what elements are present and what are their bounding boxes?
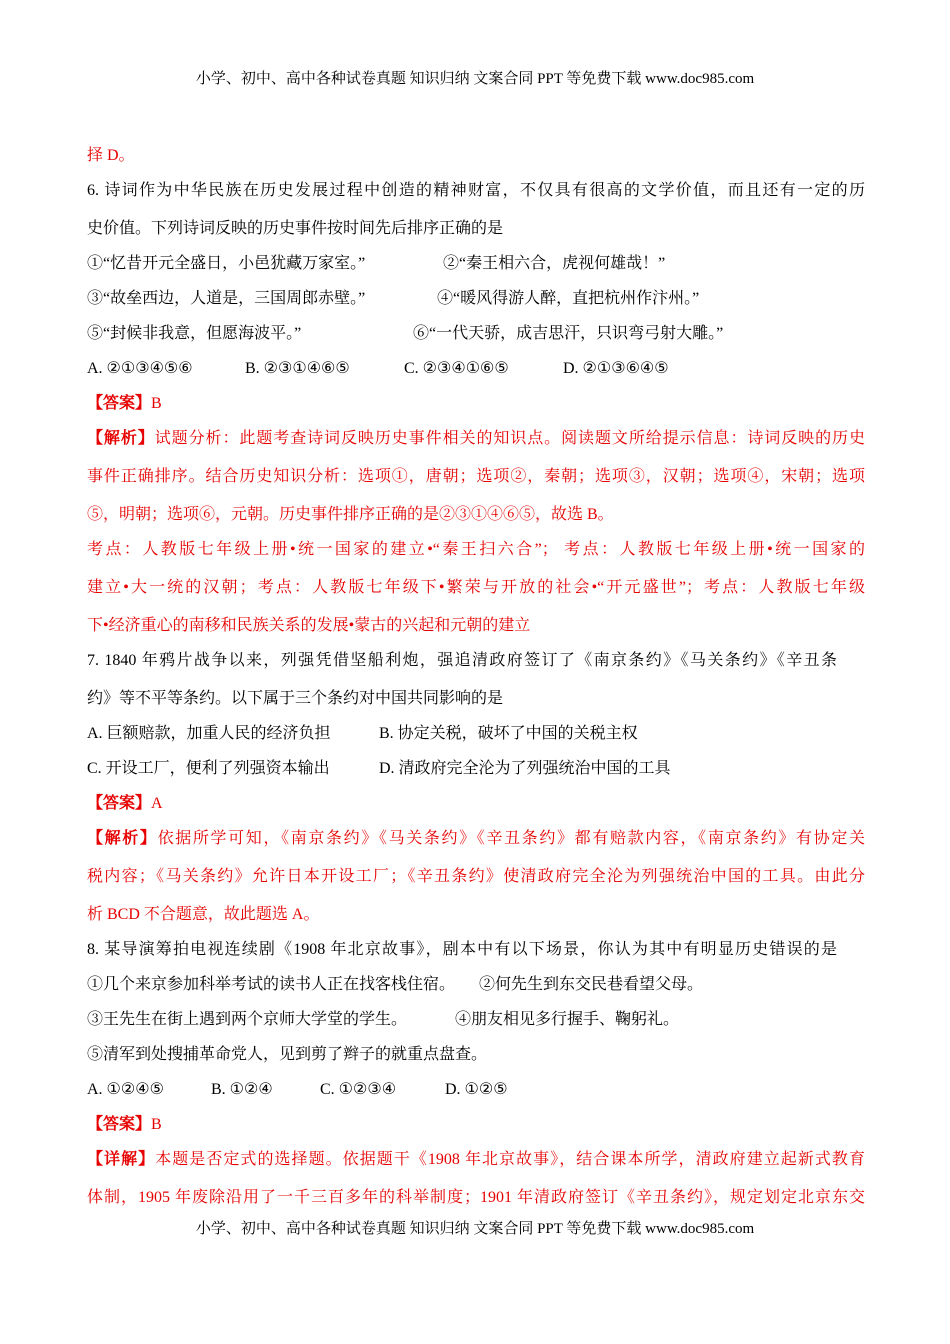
q8-item: ①几个来京参加科举考试的读书人正在找客栈住宿。 (87, 976, 456, 993)
q7-option-b: B. 协定关税，破坏了中国的关税主权 (379, 725, 638, 742)
q7-answer (87, 794, 163, 814)
q8-detail-line (87, 1150, 865, 1170)
q6-option-a: A. ②①③④⑤⑥ (87, 360, 193, 377)
page-footer: 小学、初中、高中各种试卷真题 知识归纳 文案合同 PPT 等免费下载 www.doc985.com (195, 1221, 755, 1237)
q6-option-d: D. ②①③⑥④⑤ (563, 360, 669, 377)
q6-option-c: C. ②③④①⑥⑤ (404, 360, 509, 377)
q6-answer (87, 394, 162, 414)
q8-item: ⑤清军到处搜捕革命党人，见到剪了辫子的就重点盘查。 (87, 1046, 488, 1063)
q8-item: ④朋友相见多行握手、鞠躬礼。 (455, 1011, 680, 1028)
previous-answer-tail: 择 D。 (87, 147, 135, 164)
q8-option-b: B. ①②④ (211, 1081, 273, 1098)
q7-analysis-line: 税内容；《马关条约》允许日本开设工厂；《辛丑条约》使清政府完全沦为列强统治中国的工具。由此分 (87, 868, 865, 885)
q6-option-b: B. ②③①④⑥⑤ (245, 360, 350, 377)
q8-item: ③王先生在街上遇到两个京师大学堂的学生。 (87, 1011, 408, 1028)
answer-tag: 【答案】 (87, 395, 152, 412)
answer-value: B (151, 1116, 162, 1133)
q7-option-a: A. 巨额赔款，加重人民的经济负担 (87, 725, 331, 742)
q6-analysis-line: ⑤，明朝；选项⑥，元朝。历史事件排序正确的是②③①④⑥⑤，故选 B。 (87, 506, 614, 523)
q6-stem-line: 6. 诗词作为中华民族在历史发展过程中创造的精神财富，不仅具有很高的文学价值，而且还有一定的历 (87, 182, 865, 199)
q7-option-c: C. 开设工厂，便利了列强资本输出 (87, 760, 330, 777)
answer-value: B (151, 395, 162, 412)
q8-option-a: A. ①②④⑤ (87, 1081, 164, 1098)
q7-option-d: D. 清政府完全沦为了列强统治中国的工具 (379, 760, 671, 777)
analysis-tag: 【解析】 (87, 430, 155, 447)
q6-kaodian-line: 建立•大一统的汉朝；考点：人教版七年级下•繁荣与开放的社会•“开元盛世”；考点：人教版七年级 (87, 579, 865, 596)
q7-stem-line: 约》等不平等条约。以下属于三个条约对中国共同影响的是 (87, 690, 504, 707)
q7-analysis-line: 析 BCD 不合题意，故此题选 A。 (87, 906, 320, 923)
q6-item: ②“秦王相六合，虎视何雄哉！” (443, 255, 666, 272)
detail-tag: 【详解】 (87, 1151, 156, 1168)
q8-option-d: D. ①②⑤ (445, 1081, 508, 1098)
q6-item: ④“暖风得游人醉，直把杭州作汴州。” (437, 290, 700, 307)
q6-kaodian-line: 考点：人教版七年级上册•统一国家的建立•“秦王扫六合”； 考点：人教版七年级上册•统一国家的 (87, 541, 865, 558)
q8-item: ②何先生到东交民巷看望父母。 (479, 976, 704, 993)
analysis-text: 试题分析：此题考查诗词反映历史事件相关的知识点。阅读题文所给提示信息：诗词反映的历史 (154, 430, 865, 447)
q8-answer (87, 1115, 162, 1135)
q8-stem: 8. 某导演筹拍电视连续剧《1908 年北京故事》，剧本中有以下场景，你认为其中有明显历史错误的是 (87, 941, 837, 958)
analysis-tag: 【解析】 (87, 830, 158, 847)
q7-stem-line: 7. 1840 年鸦片战争以来，列强凭借坚船利炮，强追清政府签订了《南京条约》《马关条约》《辛丑条 (87, 652, 837, 669)
q6-item: ⑤“封候非我意，但愿海波平。” (87, 325, 302, 342)
detail-text: 本题是否定式的选择题。依据题干《1908 年北京故事》，结合课本所学，清政府建立起新式教育 (155, 1151, 865, 1168)
q6-item: ①“忆昔开元全盛日，小邑犹藏万家室。” (87, 255, 366, 272)
q8-option-c: C. ①②③④ (320, 1081, 397, 1098)
q6-item: ③“故垒西边，人道是，三国周郎赤壁。” (87, 290, 366, 307)
q7-analysis-line (87, 829, 865, 849)
analysis-text: 依据所学可知，《南京条约》《马关条约》《辛丑条约》都有赔款内容，《南京条约》有协定关 (157, 830, 865, 847)
q6-item: ⑥“一代天骄，成吉思汗，只识弯弓射大雕。” (413, 325, 724, 342)
q6-analysis-line (87, 429, 865, 449)
q6-stem-line: 史价值。下列诗词反映的历史事件按时间先后排序正确的是 (87, 220, 504, 237)
answer-tag: 【答案】 (87, 795, 152, 812)
answer-value: A (151, 795, 163, 812)
q8-detail-line: 体制，1905 年废除沿用了一千三百多年的科举制度；1901 年清政府签订《辛丑条约》，规定划定北京东交 (87, 1189, 865, 1206)
page-header: 小学、初中、高中各种试卷真题 知识归纳 文案合同 PPT 等免费下载 www.doc985.com (195, 71, 755, 87)
answer-tag: 【答案】 (87, 1116, 152, 1133)
q6-analysis-line: 事件正确排序。结合历史知识分析：选项①，唐朝；选项②，秦朝；选项③，汉朝；选项④，宋朝；选项 (87, 468, 865, 485)
q6-kaodian-line: 下•经济重心的南移和民族关系的发展•蒙古的兴起和元朝的建立 (87, 617, 531, 634)
